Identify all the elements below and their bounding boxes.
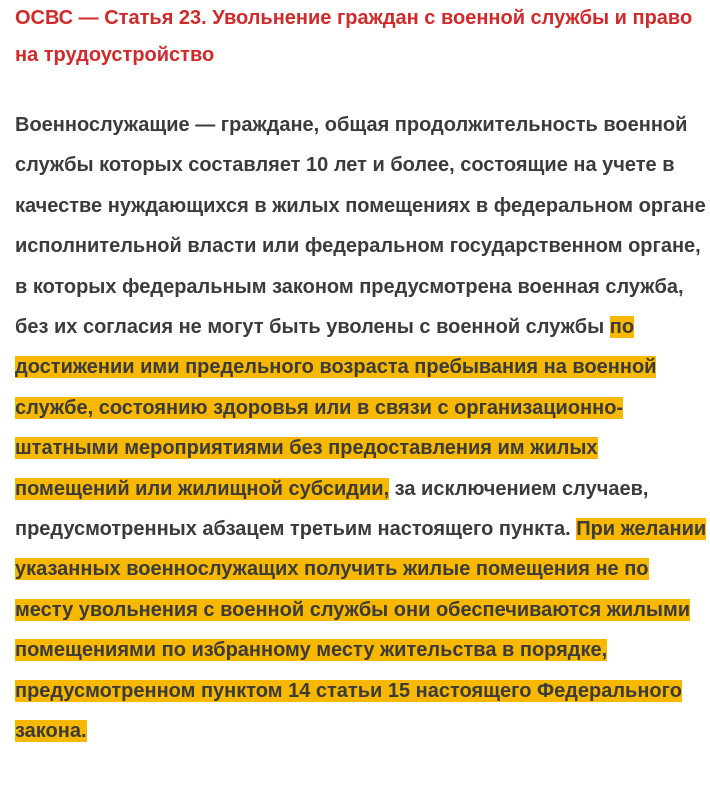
paragraph-text: за исключением случаев, предусмотренных абзацем третьим настоящего пункта.	[15, 477, 649, 541]
article-title: ОСВС — Статья 23. Увольнение граждан с военной службы и право на трудоустройство	[15, 7, 693, 66]
highlighted-text: по достижении ими предельного возраста пребывания на военной службе, состоянию здоровья или в связи с организационно-штатными мероприятиями без предоставления им жилых помещений или жилищной субсидии,	[15, 316, 657, 500]
highlighted-text: При желании указанных военнослужащих получить жилые помещения не по месту увольнения с военной службы они обеспечиваются жилыми помещениями по избранному месту жительства в порядке, предусмотренном пунктом 14 статьи 15 настоящего Федерального закона.	[15, 518, 707, 743]
article	[15, 0, 710, 743]
paragraph-text: Военнослужащие — граждане, общая продолжительность военной службы которых составляет 10 лет и более, состоящие на учете в качестве нуждающихся в жилых помещениях в федеральном органе исполнительной власти или федеральном государственном органе, в которых федеральным законом предусмотрена военная служба, без их согласия не могут быть уволены с военной службы	[15, 114, 706, 339]
article-paragraph	[15, 105, 710, 752]
